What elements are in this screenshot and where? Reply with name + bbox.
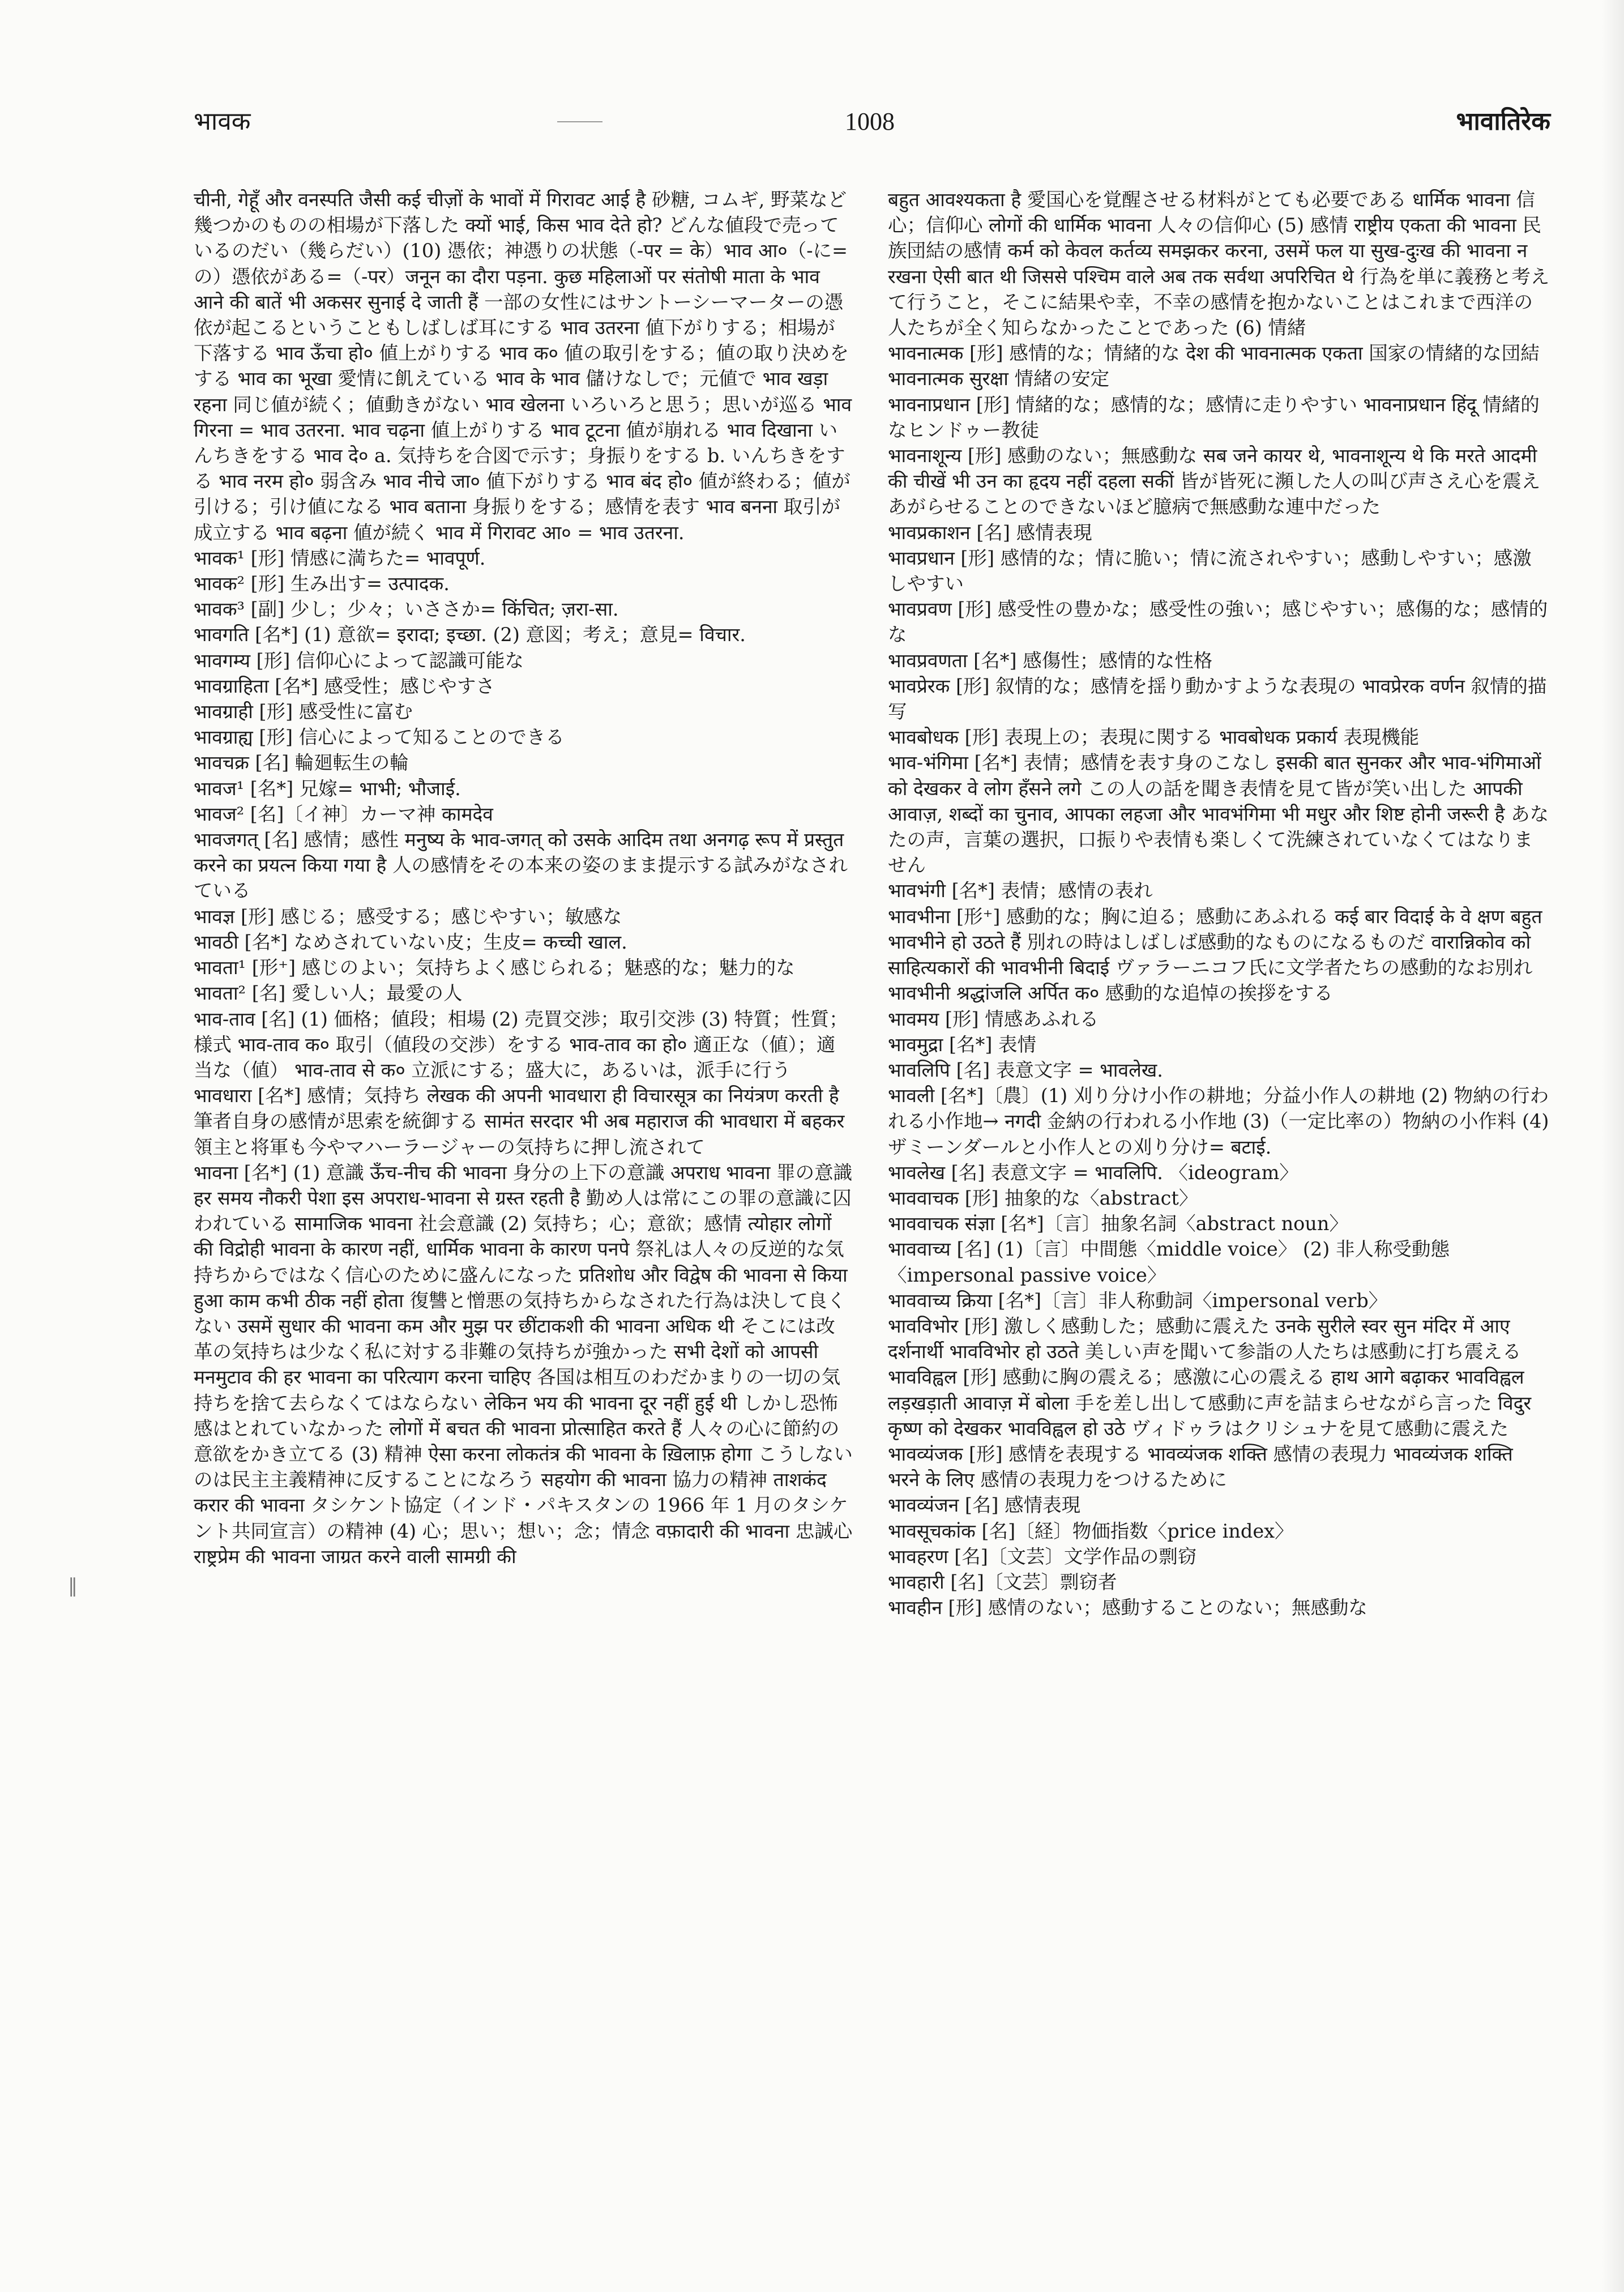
dictionary-entry: भाववाचक [形] 抽象的な〈abstract〉 xyxy=(888,1186,1198,1209)
dictionary-entry: भाववाचक संज्ञा [名*]〔言〕抽象名詞〈abstract noun〉 xyxy=(888,1213,1348,1235)
dictionary-entry: चीनी, गेहूँ और वनस्पति जैसी कई चीज़ों के भावों में गिरावट आई है 砂糖, コムギ, 野菜など幾つかのものの相場が下落した क्यों भाई, किस भाव देते हो? どんな値段で売っているのだい（幾らだい）(10) 憑依；神憑りの状態（-पर = के）भाव आ०（-に=の）憑依がある=（-पर）जनून का दौरा पड़ना. कुछ महिलाओं पर संतोषी माता के भाव आने की बातें भी अकसर सुनाई दे जाती हैं 一部の女性にはサントーシーマーターの憑依が起こるということもしばしば耳にする भाव उतरना 値下がりする；相場が下落する भाव ऊँचा हो० 値上がりする भाव क० 値の取引をする；値の取り決めをする भाव का भूखा 愛情に飢えている भाव के भाव 儲けなしで；元値で भाव खड़ा रहना 同じ値が続く；値動きがない भाव खेलना いろいろと思う；思いが巡る भाव गिरना = भाव उतरना. भाव चढ़ना 値上がりする भाव टूटना 値が崩れる भाव दिखाना いんちきをする भाव दे० a. 気持ちを合図で示す；身振りをする b. いんちきをする भाव नरम हो० 弱含み भाव नीचे जा० 値下がりする भाव बंद हो० 値が終わる；値が引ける；引け値になる भाव बताना 身振りをする；感情を表す भाव बनना 取引が成立する भाव बढ़ना 値が続く भाव में गिरावट आ० = भाव उतरना. xyxy=(194,189,852,544)
header-rule xyxy=(557,121,602,122)
dictionary-entry: भावभीना [形⁺] 感動的な；胸に迫る；感動にあふれる कई बार विदाई के वे क्षण बहुत भावभीने हो उठते हैं 別れの時はしばしば感動的なものになるものだ वारान्निकोव को साहित्यकारों की भावभीनी बिदाई ヴァラーニコフ氏に文学者たちの感動的なお別れ भावभीनी श्रद्धांजलि अर्पित क० 感動的な追悼の挨拶をする xyxy=(888,905,1542,1005)
dictionary-entry: भावविभोर [形] 激しく感動した；感動に震えた उनके सुरीले स्वर सुन मंदिर में आए दर्शनार्थी भावविभोर हो उठते 美しい声を聞いて参詣の人たちは感動に打ち震える xyxy=(888,1314,1522,1363)
dictionary-entry: भावक² [形] 生み出す= उत्पादक. xyxy=(194,573,450,595)
dictionary-entry: भावप्रवण [形] 感受性の豊かな；感受性の強い；感じやすい；感傷的な；感情的な xyxy=(888,598,1548,646)
dictionary-entry: भावमय [形] 情感あふれる xyxy=(888,1008,1099,1030)
dictionary-entry: भावलिपि [名] 表意文字 = भावलेख. xyxy=(888,1058,1163,1081)
dictionary-entry: भावहीन [形] 感情のない；感動することのない；無感動な xyxy=(888,1597,1367,1619)
dictionary-entry: भाववाच्य [名] (1)〔言〕中間態〈middle voice〉 (2) 非人称受動態〈impersonal passive voice〉 xyxy=(888,1238,1450,1286)
page-fold-shadow xyxy=(1601,0,1624,2292)
dictionary-entry: भावमुद्रा [名*] 表情 xyxy=(888,1033,1037,1056)
dictionary-entry: भावजगत् [名] 感情；感性 मनुष्य के भाव-जगत् को उसके आदिम तथा अनगढ़ रूप में प्रस्तुत करने का प्रयत्न किया गया है 人の感情をその本来の姿のまま提示する試みがなされている xyxy=(194,829,848,902)
dictionary-entry: भावप्रेरक [形] 叙情的な；感情を揺り動かすような表現の भावप्रेरक वर्णन 叙情的描写 xyxy=(888,675,1547,723)
dictionary-entry: भावज¹ [名*] 兄嫁= भाभी; भौजाई. xyxy=(194,777,461,800)
dictionary-entry: भावभंगी [名*] 表情；感情の表れ xyxy=(888,880,1153,902)
dictionary-entry: भावज² [名]〔イ神〕カーマ神 कामदेव xyxy=(194,803,493,825)
dictionary-entry: भावगम्य [形] 信仰心によって認識可能な xyxy=(194,649,524,672)
dictionary-entry: भावग्राही [形] 感受性に富む xyxy=(194,701,413,723)
dictionary-entry: भावठी [名*] なめされていない皮；生皮= कच्ची खाल. xyxy=(194,931,627,953)
dictionary-entry: भावव्यंजक [形] 感情を表現する भावव्यंजक शक्ति 感情の表現力 भावव्यंजक शक्ति भरने के लिए 感情の表現力をつけるために xyxy=(888,1442,1513,1491)
dictionary-entry: भावहारी [名]〔文芸〕剽窃者 xyxy=(888,1570,1117,1593)
dictionary-entry: भावक³ [副] 少し；少々；いささか= किंचित; ज़रा-सा. xyxy=(194,598,619,621)
dictionary-entry: भावहरण [名]〔文芸〕文学作品の剽窃 xyxy=(888,1545,1197,1568)
dictionary-entry: भावग्राहिता [名*] 感受性；感じやすさ xyxy=(194,675,495,697)
dictionary-entry: भावव्यंजन [名] 感情表現 xyxy=(888,1494,1081,1517)
dictionary-entry: भावता² [名] 愛しい人；最愛の人 xyxy=(194,982,463,1005)
dictionary-entry: भावप्रधान [形] 感情的な；情に脆い；情に流されやすい；感動しやすい；感激しやすい xyxy=(888,547,1532,595)
dictionary-entry: भावनात्मक [形] 感情的な；情緒的な देश की भावनात्मक एकता 国家の情緒的な団結 भावनात्मक सुरक्षा 情緒の安定 xyxy=(888,342,1540,390)
dictionary-entry: भावविह्वल [形] 感動に胸の震える；感激に心の震える हाथ आगे बढ़ाकर भावविह्वल लड़खड़ाती आवाज़ में बोला 手を差し出して感動に声を詰まらせながら言った विदुर कृष्ण को देखकर भावविह्वल हो उठे ヴィドゥラはクリシュナを見て感動に震えた xyxy=(888,1366,1532,1440)
dictionary-entry: भावचक्र [名] 輪廻転生の輪 xyxy=(194,752,409,774)
dictionary-entry: भावलेख [名] 表意文字 = भावलिपि. 〈ideogram〉 xyxy=(888,1161,1298,1184)
left-column xyxy=(194,187,853,1569)
dictionary-entry: भावली [名*]〔農〕(1) 刈り分け小作の耕地；分益小作人の耕地 (2) 物納の行われる小作地→ नगदी 金納の行われる小作地 (3)（一定比率の）物納の小作料 (4) ザミーンダールと小作人との刈り分け= बटाई. xyxy=(888,1085,1549,1158)
dictionary-entry: भाव-ताव [名] (1) 価格；値段；相場 (2) 売買交渉；取引交渉 (3) 特質；性質；様式 भाव-ताव क० 取引（値段の交渉）をする भाव-ताव का हो० 適正な（値）；適当な（値） भाव-ताव से क० 立派にする；盛大に，あるいは，派手に行う xyxy=(194,1008,848,1081)
margin-mark: ‖ xyxy=(68,1574,78,1597)
dictionary-entry: भावता¹ [形⁺] 感じのよい；気持ちよく感じられる；魅惑的な；魅力的な xyxy=(194,957,795,979)
dictionary-entry: भाव-भंगिमा [名*] 表情；感情を表す身のこなし इसकी बात सुनकर और भाव-भंगिमाओं को देखकर वे लोग हँसने लगे この人の話を聞き表情を見て皆が笑い出した आपकी आवाज़, शब्दों का चुनाव, आपका लहजा और भावभंगिमा भी मधुर और शिष्ट होनी जरूरी है あなたの声，言葉の選択，口振りや表情も楽しくて洗練されていなくてはなりません xyxy=(888,752,1549,877)
dictionary-entry: भावक¹ [形] 情感に満ちた= भावपूर्ण. xyxy=(194,547,486,569)
dictionary-entry: भावना [名*] (1) 意識 ऊँच-नीच की भावना 身分の上下の意識 अपराध भावना 罪の意識 हर समय नौकरी पेशा इस अपराध-भावना से ग्रस्त रहती है 勤め人は常にこの罪の意識に囚われている सामाजिक भावना 社会意識 (2) 気持ち；心；意欲；感情 त्योहार लोगों की विद्रोही भावना के कारण नहीं, धार्मिक भावना के कारण पनपे 祭礼は人々の反逆的な気持ちからではなく信心のために盛んになった प्रतिशोध और विद्वेष की भावना से किया हुआ काम कभी ठीक नहीं होता 復讐と憎悪の気持ちからなされた行為は決して良くない उसमें सुधार की भावना कम और मुझ पर छींटाकशी की भावना अधिक थी そこには改革の気持ちは少なく私に対する非難の気持ちが強かった सभी देशों को आपसी मनमुटाव की हर भावना का परित्याग करना चाहिए 各国は相互のわだかまりの一切の気持ちを捨て去らなくてはならない लेकिन भय की भावना दूर नहीं हुई थी しかし恐怖感はとれていなかった लोगों में बचत की भावना प्रोत्साहित करते हैं 人々の心に節約の意欲をかき立てる (3) 精神 ऐसा करना लोकतंत्र की भावना के ख़िलाफ़ होगा こうしないのは民主主義精神に反することになろう सहयोग की भावना 協力の精神 ताशकंद करार की भावना タシケント協定（インド・パキスタンの 1966 年 1 月のタシケント共同宣言）の精神 (4) 心；思い；想い；念；情念 वफ़ादारी की भावना 忠誠心 राष्ट्रप्रेम की भावना जाग्रत करने वाली सामग्री की xyxy=(194,1161,853,1568)
header-right-guide-word: भावातिरेक xyxy=(1456,107,1550,136)
dictionary-entry: भावधारा [名*] 感情；気持ち लेखक की अपनी भावधारा ही विचारसूत्र का नियंत्रण करती है 筆者自身の感情が思索を統御する सामंत सरदार भी अब महाराज की भावधारा में बहकर 領主と将軍も今やマハーラージャーの気持ちに押し流されて xyxy=(194,1085,845,1158)
dictionary-entry: भावनाशून्य [形] 感動のない；無感動な सब जने कायर थे, भावनाशून्य थे कि मरते आदमी की चीखें भी उन का हृदय नहीं दहला सकीं 皆が皆死に瀕した人の叫び声さえ心を震えあがらせることのできないほど臆病で無感動な連中だった xyxy=(888,445,1541,518)
dictionary-entry: भावप्रकाशन [名] 感情表現 xyxy=(888,521,1092,544)
page-number: 1008 xyxy=(845,108,895,135)
dictionary-entry: बहुत आवश्यकता है 愛国心を覚醒させる材料がとても必要である धार्मिक भावना 信心；信仰心 लोगों की धार्मिक भावना 人々の信仰心 (5) 感情 राष्ट्रीय एकता की भावना 民族団結の感情 कर्म को केवल कर्तव्य समझकर करना, उसमें फल या सुख-दुःख की भावना न रखना ऐसी बात थी जिससे पश्चिम वाले अब तक सर्वथा अपरिचित थे 行為を単に義務と考えて行うこと，そこに結果や幸，不幸の感情を抱かないことはこれまで西洋の人たちが全く知らなかったことであった (6) 情緒 xyxy=(888,189,1550,339)
dictionary-entry: भावग्राह्य [形] 信心によって知ることのできる xyxy=(194,726,565,749)
dictionary-entry: भावनाप्रधान [形] 情緒的な；感情的な；感情に走りやすい भावनाप्रधान हिंदू 情緒的なヒンドゥー教徒 xyxy=(888,393,1540,441)
dictionary-entry: भावबोधक [形] 表現上の；表現に関する भावबोधक प्रकार्य 表現機能 xyxy=(888,726,1420,749)
dictionary-entry: भावगति [名*] (1) 意欲= इरादा; इच्छा. (2) 意図；考え；意見= विचार. xyxy=(194,624,746,646)
header-left-guide-word: भावक xyxy=(194,107,251,136)
dictionary-entry: भावसूचकांक [名]〔経〕物価指数〈price index〉 xyxy=(888,1520,1294,1542)
dictionary-entry: भाववाच्य क्रिया [名*]〔言〕非人称動詞〈impersonal verb〉 xyxy=(888,1289,1388,1312)
right-column xyxy=(888,187,1550,1620)
dictionary-entry: भावप्रवणता [名*] 感傷性；感情的な性格 xyxy=(888,649,1213,672)
dictionary-entry: भावज्ञ [形] 感じる；感受する；感じやすい；敏感な xyxy=(194,905,622,928)
